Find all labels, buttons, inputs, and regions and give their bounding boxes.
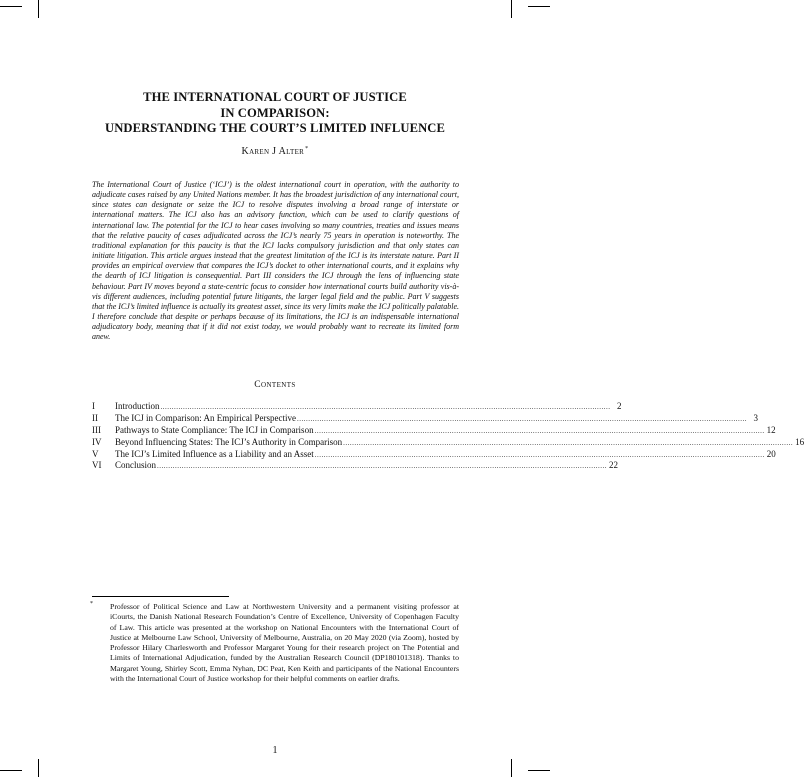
crop-mark-br-v xyxy=(511,759,512,777)
toc-entry[interactable] xyxy=(92,401,622,413)
toc-leader-dots: ........................................................................................................................................................................................................ xyxy=(160,403,611,411)
toc-entry[interactable] xyxy=(92,424,776,437)
author-footnote-marker: * xyxy=(305,146,309,152)
title-line-1: THE INTERNATIONAL COURT OF JUSTICE xyxy=(143,90,407,104)
crop-mark-tl-h xyxy=(0,6,22,7)
toc-entry-title: The ICJ’s Limited Influence as a Liability and an Asset xyxy=(115,448,314,459)
toc-entry-number: III xyxy=(92,424,101,435)
toc-entry-number: IV xyxy=(92,436,102,447)
crop-mark-tr-v xyxy=(511,0,512,18)
page-number: 1 xyxy=(272,745,278,756)
toc-entry[interactable] xyxy=(92,460,619,472)
toc-leader-dots: ........................................................................................................................................................................................................ xyxy=(296,414,747,423)
toc-entry-page: 12 xyxy=(766,424,776,435)
toc-entry-number: I xyxy=(92,401,95,411)
toc-leader-dots: ........................................................................................................................................................................................................ xyxy=(314,450,765,459)
table-of-contents xyxy=(92,401,804,472)
toc-entry-page: 20 xyxy=(766,448,776,459)
footnote-marker: * xyxy=(90,601,93,607)
toc-entry[interactable] xyxy=(92,436,804,449)
footnote-text: Professor of Political Science and Law at Northwestern University and a permanent visiting professor at iCourts, the Danish National Research Foundation’s Centre of Excellence, University of Copenhagen Faculty of Law. This article was presented at the workshop on National Encounters with the International Court of Justice at Melbourne Law School, University of Melbourne, Australia, on 20 May 2020 (via Zoom), hosted by Professor Hilary Charlesworth and Professor Margaret Young for their research project on The Potential and Limits of International Adjudication, funded by the Australian Research Council (DP180101318). Thanks to Margaret Young, Shirley Scott, Emma Nyhan, DC Peat, Ken Keith and participants of the National Encounters with the International Court of Justice workshop for their helpful comments on earlier drafts. xyxy=(110,602,459,684)
crop-mark-tl-v xyxy=(38,0,39,18)
toc-entry-number: V xyxy=(92,448,99,459)
crop-mark-br-h xyxy=(528,770,550,771)
toc-entry-title: Conclusion xyxy=(115,460,157,471)
author-name: Karen J Alter xyxy=(241,146,305,157)
toc-entry-title: Pathways to State Compliance: The ICJ in Comparison xyxy=(115,424,314,435)
toc-entry-page: 16 xyxy=(795,436,804,447)
crop-mark-bl-v xyxy=(38,759,39,777)
toc-entry-title: Beyond Influencing States: The ICJ’s Authority in Comparison xyxy=(115,436,343,447)
toc-leader-dots: ........................................................................................................................................................................................................ xyxy=(343,438,794,447)
footnote-divider xyxy=(92,596,229,597)
author-byline xyxy=(60,146,490,157)
article-title xyxy=(60,90,490,137)
toc-leader-dots: ........................................................................................................................................................................................................ xyxy=(314,426,765,435)
crop-mark-bl-h xyxy=(0,770,22,771)
toc-entry-title: The ICJ in Comparison: An Empirical Perspective xyxy=(115,412,296,423)
title-line-3: UNDERSTANDING THE COURT’S LIMITED INFLUENCE xyxy=(105,121,445,135)
toc-entry-title: Introduction xyxy=(115,401,160,411)
toc-entry-page: 22 xyxy=(609,460,619,471)
title-line-2: IN COMPARISON: xyxy=(220,105,330,120)
toc-entry[interactable] xyxy=(92,448,776,461)
footnote xyxy=(92,602,459,684)
toc-leader-dots: ........................................................................................................................................................................................................ xyxy=(157,462,608,471)
abstract: The International Court of Justice (‘ICJ’) is the oldest international court in operation, with the authority to adjudicate cases raised by any United Nations member. It has the broadest jurisdiction of any international court, since states can designate or seize the ICJ to resolve disputes involving a broad range of interstate or international matters. The ICJ also has an advisory function, which can be used to clarify questions of international law. The potential for the ICJ to hear cases involving so many countries, treaties and issues means that the relative paucity of cases adjudicated across the ICJ’s nearly 75 years in operation is noteworthy. The traditional explanation for this paucity is that the ICJ lacks compulsory jurisdiction and that only states can initiate litigation. This article argues instead that the greatest limitation of the ICJ is its interstate nature. Part II provides an empirical overview that compares the ICJ’s docket to other international courts, and it explains why the dearth of ICJ litigation is consequential. Part III considers the ICJ through the lens of influencing state behaviour. Part IV moves beyond a state-centric focus to consider how international courts build authority vis-à-vis different audiences, including potential future litigants, the larger legal field and the public. Part V suggests that the ICJ’s limited influence is actually its greatest asset, since its very limits make the ICJ politically palatable. I therefore conclude that despite or perhaps because of its limitations, the ICJ is an indispensable international adjudicatory body, meaning that if it did not exist today, we would probably want to recreate its limited form anew. xyxy=(92,180,459,342)
toc-entry-page: 3 xyxy=(753,412,758,423)
toc-entry-page: 2 xyxy=(617,401,622,411)
toc-entry-number: VI xyxy=(92,460,102,471)
crop-mark-tr-h xyxy=(528,6,550,7)
contents-heading: Contents xyxy=(254,380,296,390)
toc-entry-number: II xyxy=(92,412,98,423)
toc-entry[interactable] xyxy=(92,412,758,425)
